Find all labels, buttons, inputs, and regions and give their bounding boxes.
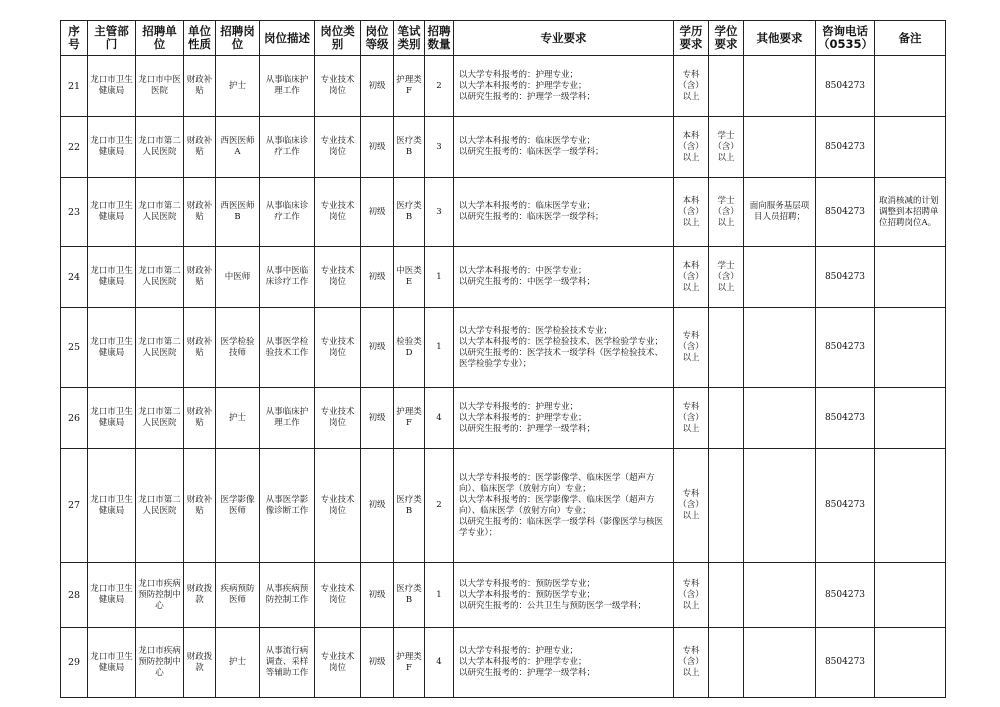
cell-major: [454, 563, 674, 628]
cell-count: 2: [425, 449, 454, 563]
cell-post: 护士: [216, 628, 260, 698]
major-line: 以研究生报考的：临床医学一级学科；: [459, 212, 604, 222]
major-line: 以大学专科报考的：医学影像学、临床医学（超声方向）、临床医学（放射方向）专业；: [459, 472, 655, 494]
cell-desc: 从事中医临床诊疗工作: [260, 247, 315, 308]
cell-grade: 初级: [361, 563, 394, 628]
major-line: 以大学专科报考的：护理专业；: [459, 69, 579, 80]
cell-education: 专科（含）以上: [674, 563, 709, 628]
cell-education: 专科（含）以上: [674, 308, 709, 388]
cell-category: 专业技术岗位: [315, 247, 361, 308]
cell-degree: 学士（含）以上: [709, 178, 744, 247]
cell-education: 本科（含）以上: [674, 117, 709, 178]
cell-unit: 龙口市中医医院: [136, 56, 184, 117]
cell-no: 25: [61, 308, 88, 388]
cell-unit: 龙口市疾病预防控制中心: [136, 628, 184, 698]
cell-category: 专业技术岗位: [315, 178, 361, 247]
cell-note: [875, 247, 946, 308]
header-degree: 学位要求: [709, 21, 744, 56]
header-no: 序号: [61, 21, 88, 56]
major-line: 以研究生报考的：护理学一级学科；: [459, 91, 596, 102]
cell-category: 专业技术岗位: [315, 449, 361, 563]
cell-desc: 从事临床诊疗工作: [260, 178, 315, 247]
header-other: 其他要求: [744, 21, 816, 56]
cell-dept: 龙口市卫生健康局: [88, 308, 136, 388]
cell-major: [454, 56, 674, 117]
cell-unit: 龙口市第二人民医院: [136, 178, 184, 247]
cell-degree: [709, 388, 744, 449]
major-line: 以研究生报考的：护理学一级学科；: [459, 423, 596, 434]
cell-other: [744, 449, 816, 563]
cell-desc: 从事疾病预防控制工作: [260, 563, 315, 628]
cell-note: 取消核减的计划调整到本招聘单位招聘岗位A。: [875, 178, 946, 247]
cell-major: [454, 308, 674, 388]
header-desc: 岗位描述: [260, 21, 315, 56]
cell-no: 23: [61, 178, 88, 247]
cell-post: 疾病预防医师: [216, 563, 260, 628]
cell-post: 护士: [216, 388, 260, 449]
cell-other: [744, 247, 816, 308]
cell-desc: 从事医学检验技术工作: [260, 308, 315, 388]
cell-grade: 初级: [361, 247, 394, 308]
cell-nature: 财政补贴: [184, 449, 216, 563]
cell-exam: 中医类E: [394, 247, 425, 308]
cell-unit: 龙口市第二人民医院: [136, 247, 184, 308]
table-row: [61, 56, 946, 117]
cell-count: 1: [425, 308, 454, 388]
major-line: 以研究生报考的：临床医学一级学科（影像医学与核医学专业）；: [459, 516, 664, 538]
cell-category: 专业技术岗位: [315, 308, 361, 388]
cell-desc: 从事临床护理工作: [260, 56, 315, 117]
major-line: 以大学本科报考的：临床医学专业；: [459, 201, 596, 211]
cell-desc: 从事医学影像诊断工作: [260, 449, 315, 563]
cell-phone: 8504273: [816, 308, 875, 388]
cell-education: 专科（含）以上: [674, 449, 709, 563]
cell-nature: 财政补贴: [184, 308, 216, 388]
header-major: 专业要求: [454, 21, 674, 56]
cell-count: 2: [425, 56, 454, 117]
cell-exam: 医疗类B: [394, 449, 425, 563]
cell-category: 专业技术岗位: [315, 56, 361, 117]
cell-phone: 8504273: [816, 117, 875, 178]
cell-post: 中医师: [216, 247, 260, 308]
cell-count: 4: [425, 628, 454, 698]
cell-other: [744, 563, 816, 628]
cell-count: 3: [425, 178, 454, 247]
cell-unit: 龙口市第二人民医院: [136, 388, 184, 449]
cell-no: 26: [61, 388, 88, 449]
cell-note: [875, 628, 946, 698]
table-row: [61, 247, 946, 308]
cell-exam: 护理类F: [394, 388, 425, 449]
cell-degree: 学士（含）以上: [709, 247, 744, 308]
cell-education: 专科（含）以上: [674, 56, 709, 117]
cell-note: [875, 449, 946, 563]
cell-phone: 8504273: [816, 449, 875, 563]
cell-no: 29: [61, 628, 88, 698]
cell-no: 22: [61, 117, 88, 178]
cell-other: [744, 56, 816, 117]
major-line: 以研究生报考的：中医学一级学科；: [459, 277, 596, 287]
header-phone: 咨询电话（0535）: [816, 21, 875, 56]
cell-category: 专业技术岗位: [315, 388, 361, 449]
cell-major: [454, 628, 674, 698]
header-count: 招聘数量: [425, 21, 454, 56]
table-row: [61, 563, 946, 628]
cell-exam: 检验类D: [394, 308, 425, 388]
cell-exam: 护理类F: [394, 628, 425, 698]
cell-grade: 初级: [361, 628, 394, 698]
cell-count: 4: [425, 388, 454, 449]
cell-note: [875, 308, 946, 388]
cell-desc: 从事流行病调查、采样等辅助工作: [260, 628, 315, 698]
cell-nature: 财政补贴: [184, 247, 216, 308]
cell-phone: 8504273: [816, 388, 875, 449]
cell-education: 专科（含）以上: [674, 628, 709, 698]
header-post: 招聘岗位: [216, 21, 260, 56]
cell-exam: 医疗类B: [394, 117, 425, 178]
header-nature: 单位性质: [184, 21, 216, 56]
cell-nature: 财政拨款: [184, 628, 216, 698]
cell-post: 西医医师B: [216, 178, 260, 247]
cell-degree: [709, 56, 744, 117]
cell-no: 21: [61, 56, 88, 117]
table-row: [61, 628, 946, 698]
cell-post: 护士: [216, 56, 260, 117]
cell-no: 24: [61, 247, 88, 308]
cell-note: [875, 117, 946, 178]
cell-major: [454, 178, 674, 247]
cell-count: 3: [425, 117, 454, 178]
cell-education: 本科（含）以上: [674, 247, 709, 308]
cell-unit: 龙口市第二人民医院: [136, 117, 184, 178]
recruitment-table: [60, 20, 946, 698]
cell-education: 专科（含）以上: [674, 388, 709, 449]
cell-unit: 龙口市第二人民医院: [136, 308, 184, 388]
cell-phone: 8504273: [816, 628, 875, 698]
major-line: 以大学本科报考的：护理学专业；: [459, 80, 587, 91]
cell-other: [744, 628, 816, 698]
major-line: 以大学本科报考的：护理学专业；: [459, 412, 587, 423]
cell-degree: [709, 449, 744, 563]
major-line: 以大学专科报考的：护理专业；: [459, 401, 579, 412]
cell-grade: 初级: [361, 178, 394, 247]
cell-dept: 龙口市卫生健康局: [88, 563, 136, 628]
cell-degree: 学士（含）以上: [709, 117, 744, 178]
cell-phone: 8504273: [816, 563, 875, 628]
cell-grade: 初级: [361, 117, 394, 178]
major-line: 以大学本科报考的：医学检验技术、医学检验学专业；: [459, 336, 664, 347]
major-line: 以研究生报考的：临床医学一级学科；: [459, 147, 604, 157]
cell-post: 西医医师A: [216, 117, 260, 178]
cell-dept: 龙口市卫生健康局: [88, 247, 136, 308]
table-row: [61, 449, 946, 563]
header-dept: 主管部门: [88, 21, 136, 56]
cell-nature: 财政补贴: [184, 178, 216, 247]
major-line: 以大学专科报考的：护理专业；: [459, 646, 579, 656]
major-line: 以大学本科报考的：医学影像学、临床医学（超声方向）、临床医学（放射方向）专业；: [459, 494, 655, 516]
cell-phone: 8504273: [816, 56, 875, 117]
cell-desc: 从事临床诊疗工作: [260, 117, 315, 178]
major-line: 以大学专科报考的：预防医学专业；: [459, 578, 596, 589]
cell-nature: 财政拨款: [184, 563, 216, 628]
cell-nature: 财政补贴: [184, 56, 216, 117]
major-line: 以大学本科报考的：临床医学专业；: [459, 136, 596, 146]
major-line: 以大学本科报考的：中医学专业；: [459, 266, 587, 276]
cell-dept: 龙口市卫生健康局: [88, 178, 136, 247]
major-line: 以研究生报考的：公共卫生与预防医学一级学科；: [459, 600, 647, 611]
cell-grade: 初级: [361, 56, 394, 117]
table-row: [61, 178, 946, 247]
major-line: 以研究生报考的：护理学一级学科；: [459, 668, 596, 678]
cell-phone: 8504273: [816, 178, 875, 247]
cell-dept: 龙口市卫生健康局: [88, 628, 136, 698]
cell-major: [454, 117, 674, 178]
cell-major: [454, 247, 674, 308]
header-note: 备注: [875, 21, 946, 56]
cell-dept: 龙口市卫生健康局: [88, 449, 136, 563]
cell-grade: 初级: [361, 308, 394, 388]
cell-note: [875, 563, 946, 628]
cell-post: 医学影像医师: [216, 449, 260, 563]
cell-note: [875, 56, 946, 117]
table-row: [61, 308, 946, 388]
cell-exam: 护理类F: [394, 56, 425, 117]
header-grade: 岗位等级: [361, 21, 394, 56]
table-row: [61, 117, 946, 178]
header-education: 学历要求: [674, 21, 709, 56]
cell-category: 专业技术岗位: [315, 563, 361, 628]
cell-grade: 初级: [361, 388, 394, 449]
cell-phone: 8504273: [816, 247, 875, 308]
cell-major: [454, 449, 674, 563]
cell-degree: [709, 563, 744, 628]
cell-no: 27: [61, 449, 88, 563]
cell-grade: 初级: [361, 449, 394, 563]
major-line: 以大学本科报考的：预防医学专业；: [459, 589, 596, 600]
cell-degree: [709, 308, 744, 388]
major-line: 以大学本科报考的：护理学专业；: [459, 657, 587, 667]
cell-count: 1: [425, 563, 454, 628]
cell-other: [744, 308, 816, 388]
cell-education: 本科（含）以上: [674, 178, 709, 247]
cell-exam: 医疗类B: [394, 178, 425, 247]
cell-nature: 财政补贴: [184, 388, 216, 449]
major-line: 以研究生报考的：医学技术一级学科（医学检验技术、医学检验学专业）；: [459, 347, 664, 369]
cell-note: [875, 388, 946, 449]
header-row: [61, 21, 946, 56]
cell-other: [744, 388, 816, 449]
cell-no: 28: [61, 563, 88, 628]
cell-dept: 龙口市卫生健康局: [88, 388, 136, 449]
cell-post: 医学检验技师: [216, 308, 260, 388]
major-line: 以大学专科报考的：医学检验技术专业；: [459, 325, 613, 336]
cell-unit: 龙口市第二人民医院: [136, 449, 184, 563]
cell-dept: 龙口市卫生健康局: [88, 56, 136, 117]
cell-desc: 从事临床护理工作: [260, 388, 315, 449]
cell-nature: 财政补贴: [184, 117, 216, 178]
header-exam: 笔试类别: [394, 21, 425, 56]
cell-category: 专业技术岗位: [315, 628, 361, 698]
recruitment-table-sheet: [60, 20, 945, 698]
cell-exam: 医疗类B: [394, 563, 425, 628]
cell-category: 专业技术岗位: [315, 117, 361, 178]
cell-major: [454, 388, 674, 449]
table-row: [61, 388, 946, 449]
cell-other: 面向服务基层项目人员招聘；: [744, 178, 816, 247]
cell-dept: 龙口市卫生健康局: [88, 117, 136, 178]
header-category: 岗位类别: [315, 21, 361, 56]
header-unit: 招聘单位: [136, 21, 184, 56]
cell-other: [744, 117, 816, 178]
cell-unit: 龙口市疾病预防控制中心: [136, 563, 184, 628]
cell-degree: [709, 628, 744, 698]
cell-count: 1: [425, 247, 454, 308]
